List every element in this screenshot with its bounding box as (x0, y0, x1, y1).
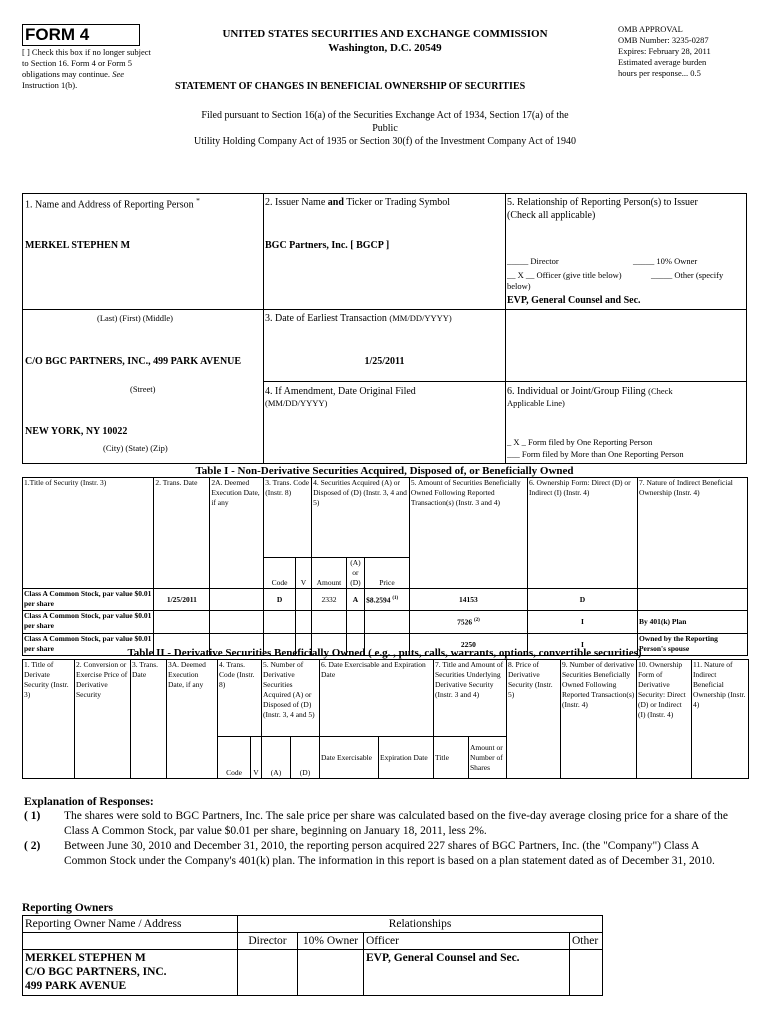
city-hint: (City) (State) (Zip) (103, 443, 168, 453)
other-checkbox: _____ Other (specify (651, 270, 724, 280)
t2-h-price: 8. Price of Derivative Security (Instr. 5) (507, 660, 561, 779)
box3-label: 3. Date of Earliest Transaction (MM/DD/YYYY) (265, 313, 452, 324)
t2-h-number: 5. Number of Derivative Securities Acquired (A) or Disposed of (D) (Instr. 3, 4 and 5) (262, 660, 320, 737)
t2-h-underlying: 7. Title and Amount of Securities Underlying Derivative Security (Instr. 3 and 4) (434, 660, 507, 737)
table-row: Class A Common Stock, par value $0.01 per share 7526 $^{(2)}$ I By 401(k) Plan (23, 611, 748, 634)
t2-h-form: 10. Ownership Form of Derivative Security: Direct (D) or Indirect (I) (Instr. 4) (637, 660, 692, 779)
one-person-filing: _ X _ Form filed by One Reporting Person (507, 437, 653, 447)
t2-h-v: V (251, 737, 262, 779)
t1-h-aord: (A) or (D) (346, 558, 364, 589)
owners-col-director: Director (238, 933, 298, 950)
owner-officer-title: EVP, General Counsel and Sec. (364, 950, 570, 996)
t1-h-v: V (295, 558, 311, 589)
t1-h-price: Price (365, 558, 410, 589)
table2 (22, 659, 749, 779)
t1-h-title: 1.Title of Security (Instr. 3) (23, 478, 154, 589)
t1-h-code-sub: Code (264, 558, 296, 589)
t2-h-date-ex: Date Exercisable (320, 737, 379, 779)
owners-col-name: Reporting Owner Name / Address (23, 916, 238, 933)
officer-checkbox: __ X __ Officer (give title below) (507, 270, 622, 280)
t1-h-code: 3. Trans. Code (Instr. 8) (264, 478, 312, 558)
explanation-list (24, 809, 744, 869)
form-title: FORM 4 (25, 25, 90, 44)
box5-label: 5. Relationship of Reporting Person(s) to Issuer (Check all applicable) (507, 197, 698, 221)
box1-label: 1. Name and Address of Reporting Person * (25, 196, 200, 211)
t2-h-exercisable: 6. Date Exercisable and Expiration Date (320, 660, 434, 737)
t1-h-form: 6. Ownership Form: Direct (D) or Indirect (I) (Instr. 4) (527, 478, 637, 589)
table-row: Class A Common Stock, par value $0.01 per share 1/25/2011 D 2332 A $8.2594 $^{(1)}$ 14153 D (23, 589, 748, 611)
t2-h-number-owned: 9. Number of derivative Securities Beneficially Owned Following Reported Transaction(s) (Instr. 4) (561, 660, 637, 779)
table-row: Class A Common Stock, par value $0.01 per share 2250 I Owned by the Reporting Person's spouse (23, 634, 748, 656)
t1-h-nature: 7. Nature of Indirect Beneficial Ownership (Instr. 4) (637, 478, 747, 589)
table1-title: Table I - Non-Derivative Securities Acquired, Disposed of, or Beneficially Owned (195, 465, 574, 477)
form-title-box (22, 24, 140, 46)
t2-h-deemed: 3A. Deemed Execution Date, if any (167, 660, 218, 779)
officer-title: EVP, General Counsel and Sec. (507, 295, 641, 306)
t1-h-owned: 5. Amount of Securities Beneficially Owned Following Reported Transaction(s) (Instr. 3 and 4) (409, 478, 527, 589)
t2-h-title-sub: Title (434, 737, 469, 779)
name-hint: (Last) (First) (Middle) (97, 313, 174, 323)
explanation-item: ( 1) The shares were sold to BGC Partners, Inc. The sale price per share was calculated based on the five-day average closing price for a share of the Class A Common Stock, par value $0.01 per share, beginning on January 18, 2011, less 2%. (24, 810, 728, 837)
t2-h-a: (A) (262, 737, 291, 779)
owner-name-address: MERKEL STEPHEN M C/O BGC PARTNERS, INC. 499 PARK AVENUE (23, 950, 238, 996)
t2-h-code-sub: Code (218, 737, 251, 779)
t1-h-securities: 4. Securities Acquired (A) or Disposed of (D) (Instr. 3, 4 and 5) (312, 478, 410, 558)
explanation-heading: Explanation of Responses: (24, 796, 154, 808)
box6-label: 6. Individual or Joint/Group Filing (Check Applicable Line) (507, 386, 673, 408)
director-checkbox: _____ Director (507, 256, 559, 266)
t2-h-conversion: 2. Conversion or Exercise Price of Derivative Security (75, 660, 131, 779)
issuer-name: BGC Partners, Inc. [ BGCP ] (265, 240, 390, 251)
street-hint: (Street) (130, 384, 156, 394)
t2-h-title: 1. Title of Derivate Security (Instr. 3) (23, 660, 75, 779)
check-box-note: [ ] Check this box if no longer subject to Section 16. Form 4 or Form 5 obligations may continue. See Instruction 1(b). (22, 47, 151, 90)
explanation-item: ( 2) Between June 30, 2010 and December 31, 2010, the reporting person acquired 227 shares of BGC Partners, Inc. (the "Company") Class A Common Stock under the Company's 401(k) plan. The information in this report is based on a plan statement dated as of December 31, 2010. (24, 840, 715, 867)
t2-h-exp: Expiration Date (379, 737, 434, 779)
reporting-person-name: MERKEL STEPHEN M (25, 240, 131, 251)
t2-h-nature: 11. Nature of Indirect Beneficial Ownership (Instr. 4) (692, 660, 749, 779)
omb-approval: OMB APPROVAL OMB Number: 3235-0287 Expires: February 28, 2011 Estimated average burden hours per response... 0.5 (618, 24, 711, 78)
t1-h-date: 2. Trans. Date (154, 478, 210, 589)
multi-person-filing: ___ Form filed by More than One Reporting Person (507, 449, 684, 459)
below-text: below) (507, 281, 531, 291)
ten-percent-owner-checkbox: _____ 10% Owner (633, 256, 698, 266)
t2-h-d: (D) (291, 737, 320, 779)
reporting-person-city: NEW YORK, NY 10022 (25, 426, 128, 437)
owners-col-ten: 10% Owner (298, 933, 364, 950)
box2-label: 2. Issuer Name and Ticker or Trading Symbol (265, 197, 451, 208)
filed-pursuant: Filed pursuant to Section 16(a) of the Securities Exchange Act of 1934, Section 17(a) of the Public Utility Holding Company Act of 1935 or Section 30(f) of the Investment Company Act of 1940 (194, 110, 576, 147)
agency-city: Washington, D.C. 20549 (328, 42, 442, 54)
reporting-owners-table (22, 915, 603, 996)
t1-h-deemed: 2A. Deemed Execution Date, if any (210, 478, 264, 589)
table1 (22, 477, 748, 656)
earliest-transaction-date: 1/25/2011 (364, 356, 405, 367)
owners-col-officer: Officer (364, 933, 570, 950)
reporting-owners-heading: Reporting Owners (22, 902, 114, 914)
owners-col-rel: Relationships (238, 916, 603, 933)
statement-title: STATEMENT OF CHANGES IN BENEFICIAL OWNERSHIP OF SECURITIES (175, 81, 526, 92)
reporting-person-street: C/O BGC PARTNERS, INC., 499 PARK AVENUE (25, 356, 242, 367)
agency-name: UNITED STATES SECURITIES AND EXCHANGE COMMISSION (222, 28, 548, 40)
t1-h-amount: Amount (312, 558, 347, 589)
box4-label: 4. If Amendment, Date Original Filed (MM/DD/YYYY) (265, 386, 416, 408)
t2-h-amount: Amount or Number of Shares (469, 737, 507, 779)
t2-h-date: 3. Trans. Date (131, 660, 167, 779)
table2-title: Table II - Derivative Securities Beneficially Owned ( e.g. , puts, calls, warrants, options, convertible securities) (127, 647, 642, 659)
owners-col-other: Other (570, 933, 603, 950)
t2-h-code: 4. Trans. Code (Instr. 8) (218, 660, 262, 737)
